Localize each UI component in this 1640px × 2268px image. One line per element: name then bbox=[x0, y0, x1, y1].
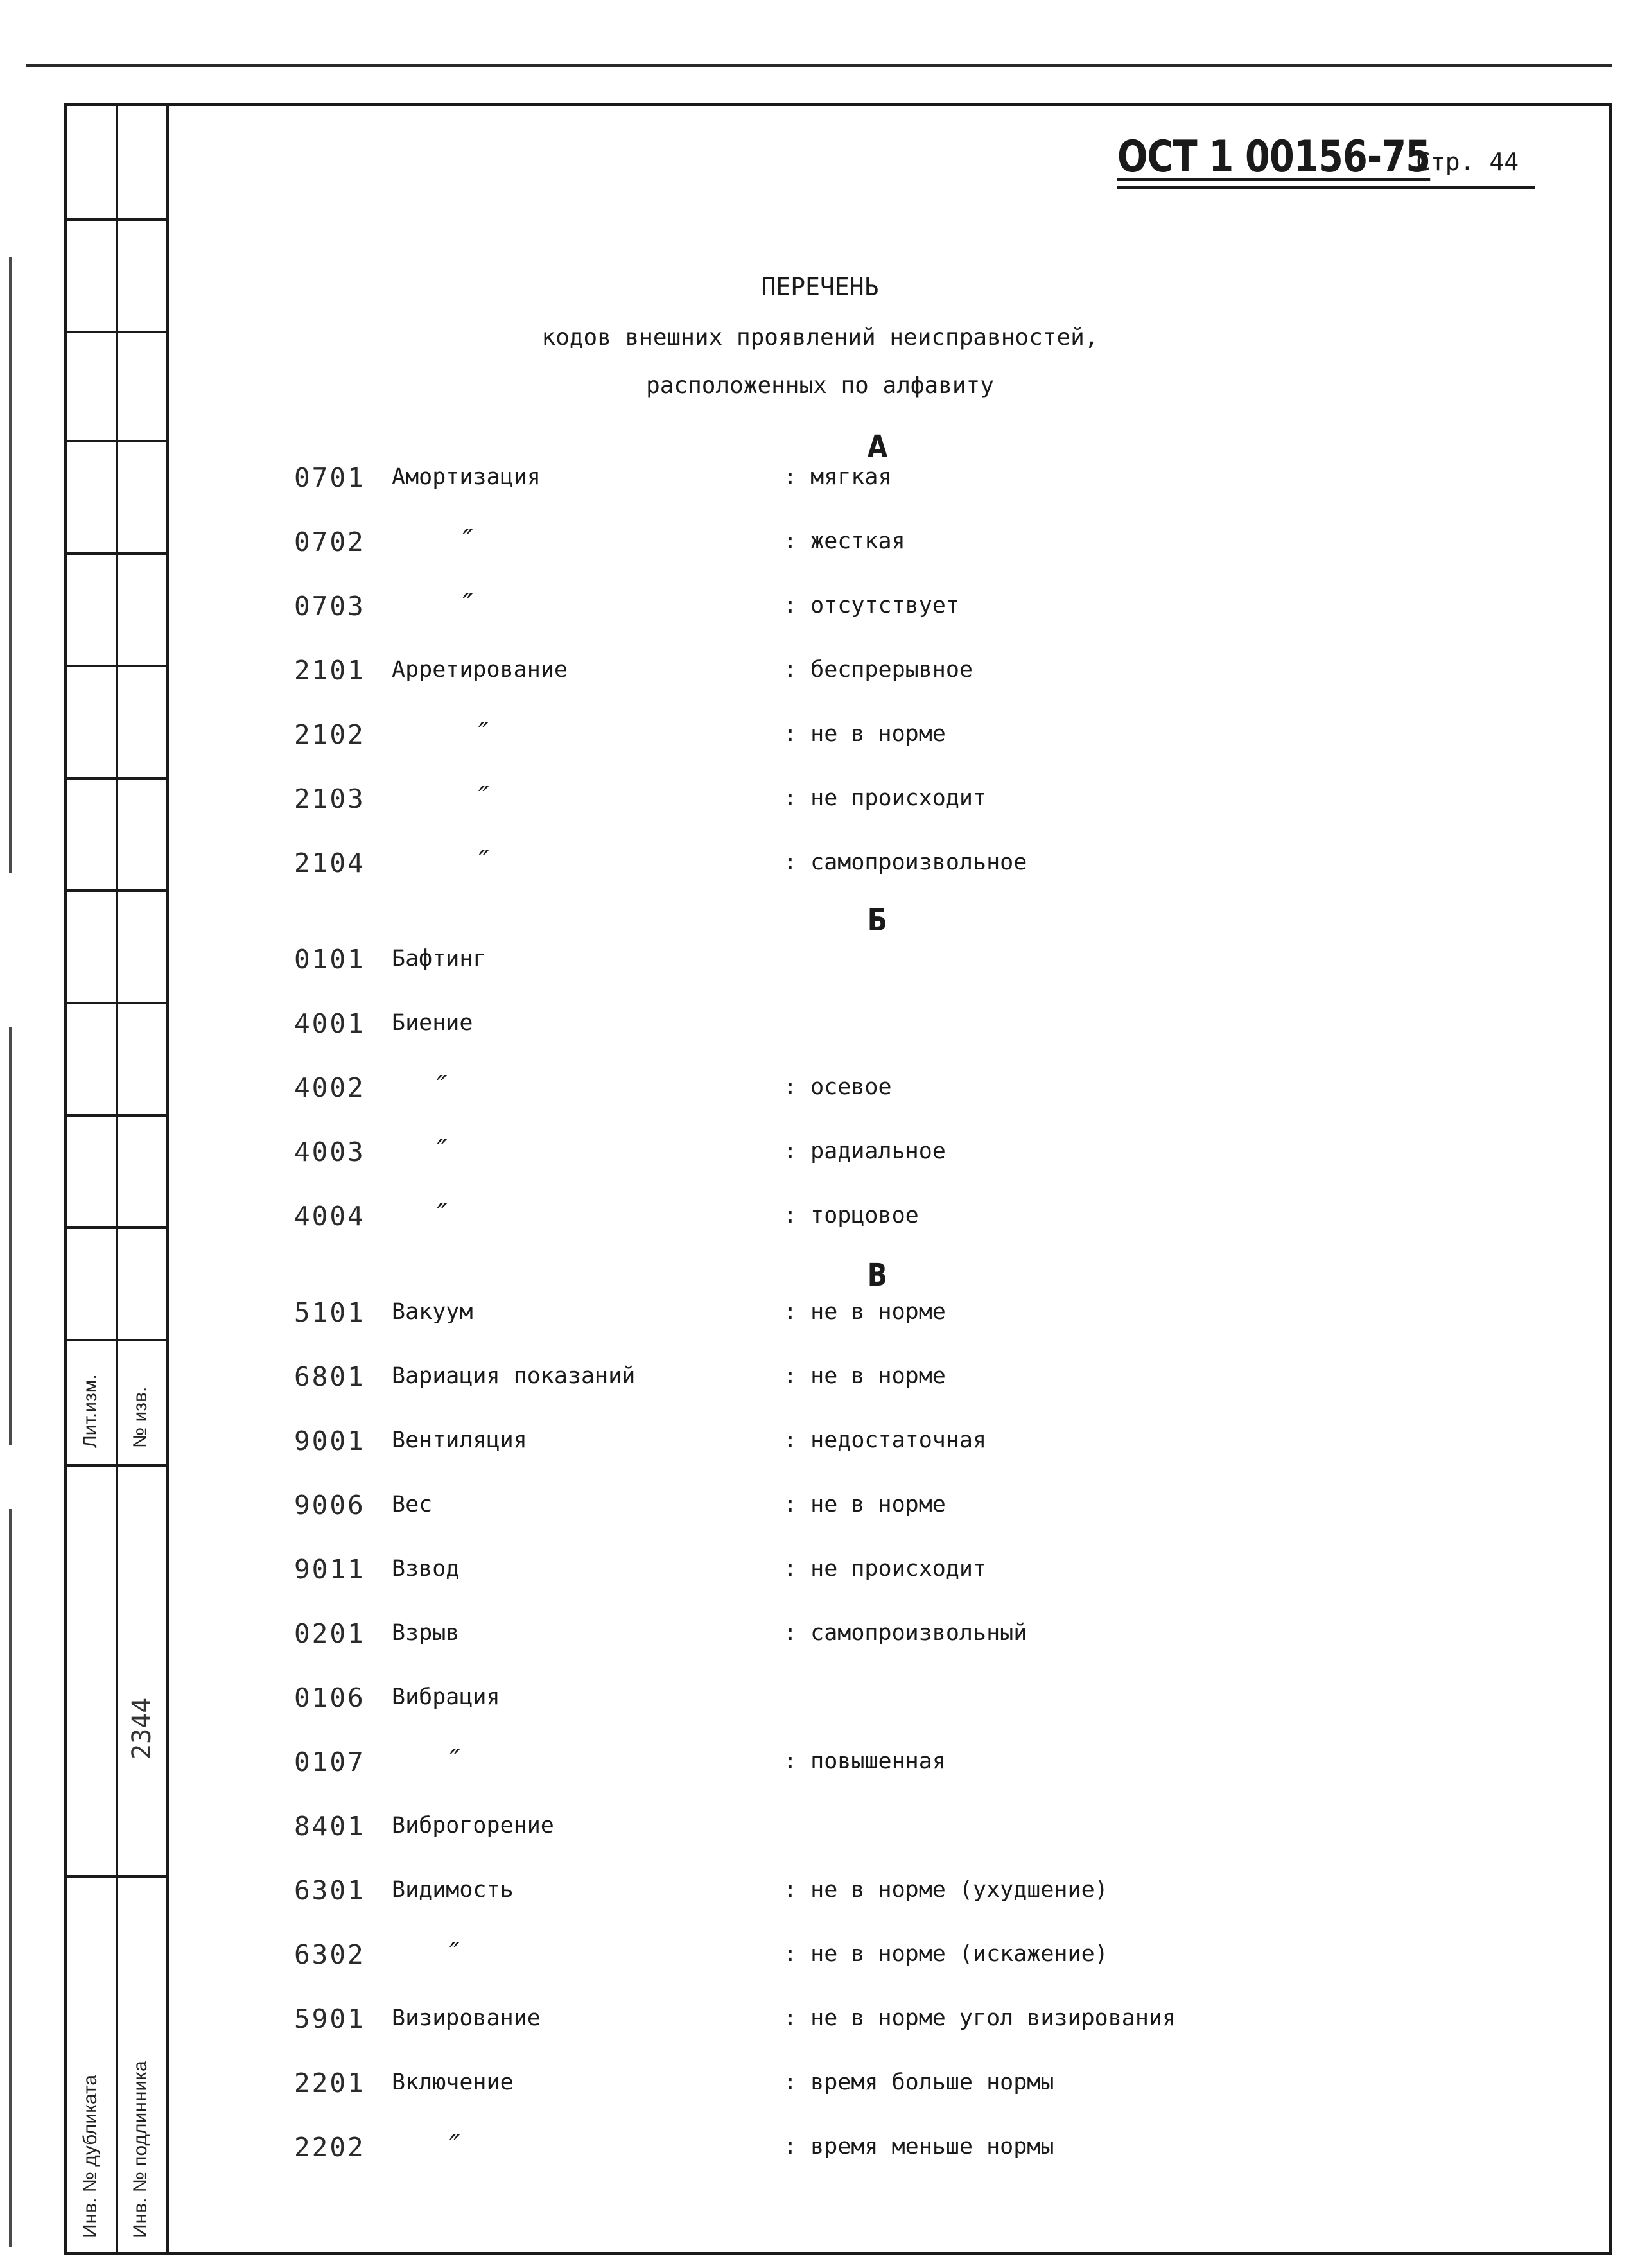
list-item bbox=[0, 1811, 1640, 1849]
fault-description: : не в норме угол визирования bbox=[783, 2005, 1176, 2031]
fault-code: 8401 bbox=[294, 1811, 365, 1842]
section-letter: Б bbox=[867, 902, 887, 938]
margin-row-line bbox=[64, 777, 166, 780]
margin-row-line bbox=[64, 1114, 166, 1117]
list-item bbox=[0, 1361, 1640, 1400]
margin-row-line bbox=[64, 1464, 166, 1467]
ditto-mark: ″ bbox=[478, 781, 489, 814]
fault-description: : самопроизвольное bbox=[783, 850, 1027, 875]
fault-description: : торцовое bbox=[783, 1203, 919, 1228]
fault-code: 6801 bbox=[294, 1361, 365, 1392]
fault-component: Вакуум bbox=[392, 1299, 473, 1325]
fault-code: 0703 bbox=[294, 591, 365, 622]
fault-code: 2104 bbox=[294, 848, 365, 878]
list-item bbox=[0, 719, 1640, 758]
standard-code: ОСТ 1 00156-75 bbox=[1117, 132, 1431, 182]
list-item bbox=[0, 783, 1640, 822]
list-item bbox=[0, 1134, 1640, 1175]
ditto-mark: ″ bbox=[437, 1134, 448, 1167]
list-item bbox=[0, 1618, 1640, 1657]
list-item bbox=[0, 1426, 1640, 1464]
ditto-mark: ″ bbox=[449, 1744, 460, 1777]
fault-description: : не в норме bbox=[783, 721, 946, 747]
list-item bbox=[0, 1682, 1640, 1721]
section-letter: В bbox=[867, 1257, 887, 1293]
list-item bbox=[0, 1198, 1640, 1239]
fault-description: : мягкая bbox=[783, 464, 892, 490]
fault-code: 0702 bbox=[294, 527, 365, 557]
fault-component: Вибрация bbox=[392, 1684, 500, 1710]
fault-code: 2102 bbox=[294, 719, 365, 750]
fault-component: Визирование bbox=[392, 2005, 541, 2031]
list-item bbox=[0, 1072, 1640, 1111]
list-item bbox=[0, 2003, 1640, 2042]
fault-description: : отсутствует bbox=[783, 593, 959, 618]
fault-code: 2202 bbox=[294, 2132, 365, 2163]
margin-inv-number: 2344 bbox=[127, 1697, 157, 1759]
fault-code: 0107 bbox=[294, 1747, 365, 1777]
list-item bbox=[0, 1008, 1640, 1047]
list-item bbox=[0, 1490, 1640, 1528]
fault-code: 6302 bbox=[294, 1939, 365, 1970]
fault-description: : самопроизвольный bbox=[783, 1620, 1027, 1646]
margin-label-inv-dubl: Инв. № дубликата bbox=[80, 2074, 101, 2238]
list-item bbox=[0, 1554, 1640, 1592]
margin-row-line bbox=[64, 1339, 166, 1341]
document-title: ПЕРЕЧЕНЬ bbox=[761, 273, 879, 301]
fault-code: 0701 bbox=[294, 462, 365, 493]
fault-code: 4004 bbox=[294, 1201, 365, 1232]
fault-component: Арретирование bbox=[392, 657, 568, 683]
list-item bbox=[0, 655, 1640, 693]
fault-description: : время больше нормы bbox=[783, 2070, 1054, 2095]
list-item bbox=[0, 944, 1640, 982]
ditto-mark: ″ bbox=[449, 2129, 460, 2162]
fault-description: : время меньше нормы bbox=[783, 2134, 1054, 2159]
fault-code: 6301 bbox=[294, 1875, 365, 1906]
fault-code: 0201 bbox=[294, 1618, 365, 1649]
ditto-mark: ″ bbox=[462, 524, 473, 557]
ditto-mark: ″ bbox=[462, 588, 473, 621]
margin-column-divider bbox=[116, 103, 118, 2255]
ditto-mark: ″ bbox=[478, 717, 489, 749]
fault-description: : не в норме (искажение) bbox=[783, 1941, 1108, 1967]
margin-row-line bbox=[64, 440, 166, 442]
fault-component: Вариация показаний bbox=[392, 1363, 636, 1389]
page-number: Стр. 44 bbox=[1416, 148, 1519, 176]
fault-description: : не происходит bbox=[783, 1556, 987, 1582]
fault-code: 9006 bbox=[294, 1490, 365, 1521]
document-subtitle-line-1: кодов внешних проявлений неисправностей, bbox=[541, 324, 1099, 351]
fault-code: 0101 bbox=[294, 944, 365, 975]
fault-code: 2201 bbox=[294, 2068, 365, 2098]
list-item bbox=[0, 462, 1640, 501]
ditto-mark: ″ bbox=[478, 845, 489, 878]
fault-component: Видимость bbox=[392, 1877, 514, 1903]
section-letter: А bbox=[867, 429, 888, 465]
ditto-mark: ″ bbox=[449, 1937, 460, 1969]
fault-component: Биение bbox=[392, 1010, 473, 1036]
list-item bbox=[0, 1939, 1640, 1978]
list-item bbox=[0, 588, 1640, 629]
margin-row-line bbox=[64, 1002, 166, 1004]
fault-description: : осевое bbox=[783, 1074, 892, 1100]
list-item bbox=[0, 2068, 1640, 2106]
fault-code: 5101 bbox=[294, 1297, 365, 1328]
fault-component: Бафтинг bbox=[392, 946, 487, 972]
fault-description: : не в норме (ухудшение) bbox=[783, 1877, 1108, 1903]
list-item bbox=[0, 845, 1640, 886]
fault-description: : жесткая bbox=[783, 528, 905, 554]
list-item bbox=[0, 524, 1640, 565]
fault-description: : не в норме bbox=[783, 1492, 946, 1517]
margin-row-line bbox=[64, 218, 166, 221]
fault-description: : не происходит bbox=[783, 785, 987, 811]
fault-component: Взрыв bbox=[392, 1620, 460, 1646]
fault-component: Вес bbox=[392, 1492, 433, 1517]
fault-component: Взвод bbox=[392, 1556, 460, 1582]
ditto-mark: ″ bbox=[437, 1070, 448, 1103]
list-item bbox=[0, 1297, 1640, 1336]
document-header bbox=[1117, 128, 1535, 189]
fault-description: : не в норме bbox=[783, 1299, 946, 1325]
fault-code: 4002 bbox=[294, 1072, 365, 1103]
margin-label-no-izv: № изв. bbox=[130, 1386, 151, 1448]
fault-code: 9001 bbox=[294, 1426, 365, 1456]
fault-description: : повышенная bbox=[783, 1749, 946, 1774]
fault-code: 5901 bbox=[294, 2003, 365, 2034]
content-frame bbox=[166, 103, 1612, 2255]
fault-description: : радиальное bbox=[783, 1138, 946, 1164]
document-subtitle-line-2: расположенных по алфавиту bbox=[646, 372, 994, 399]
fault-description: : недостаточная bbox=[783, 1427, 987, 1453]
margin-label-inv-podl: Инв. № подлинника bbox=[130, 2061, 151, 2238]
fault-code: 9011 bbox=[294, 1554, 365, 1585]
list-item bbox=[0, 1744, 1640, 1785]
list-item bbox=[0, 2129, 1640, 2170]
fault-code: 2101 bbox=[294, 655, 365, 686]
fault-code: 0106 bbox=[294, 1682, 365, 1713]
fault-component: Включение bbox=[392, 2070, 514, 2095]
top-rule bbox=[26, 64, 1612, 67]
fault-code: 2103 bbox=[294, 783, 365, 814]
fault-component: Амортизация bbox=[392, 464, 541, 490]
fault-component: Вентиляция bbox=[392, 1427, 527, 1453]
fault-code: 4001 bbox=[294, 1008, 365, 1039]
ditto-mark: ″ bbox=[437, 1198, 448, 1231]
margin-row-line bbox=[64, 889, 166, 892]
fault-description: : беспрерывное bbox=[783, 657, 973, 683]
fault-description: : не в норме bbox=[783, 1363, 946, 1389]
margin-label-lit-izm: Лит.изм. bbox=[80, 1374, 101, 1448]
fault-code: 4003 bbox=[294, 1137, 365, 1167]
list-item bbox=[0, 1875, 1640, 1914]
fault-component: Виброгорение bbox=[392, 1813, 554, 1838]
